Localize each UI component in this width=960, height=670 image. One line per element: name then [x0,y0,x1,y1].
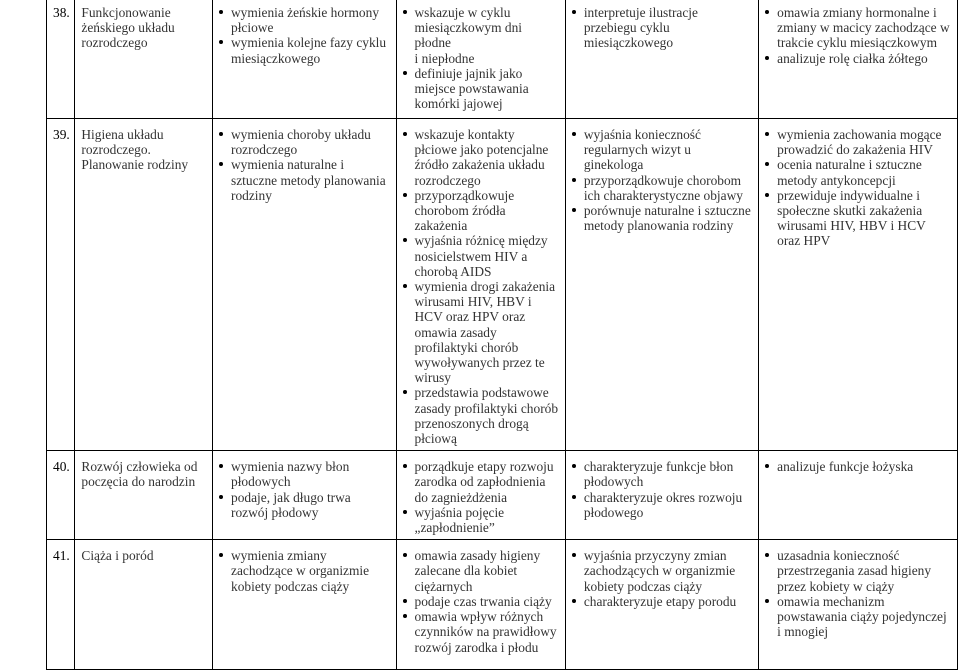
requirement-item: wymienia zachowania mogące prowadzić do zakażenia HIV [765,127,951,157]
requirement-item: analizuje funkcje łożyska [765,459,951,474]
requirement-item: analizuje rolę ciałka żółtego [765,51,951,66]
requirements-list [572,459,752,520]
lesson-topic [75,451,213,540]
requirement-item: interpretuje ilustracje przebiegu cyklu miesiączkowego [572,5,752,51]
requirement-item: porównuje naturalne i sztuczne metody planowania rodziny [572,203,752,233]
requirement-item: wyjaśnia konieczność regularnych wizyt u ginekologa [572,127,752,173]
requirements-cell-k1 [213,451,397,540]
table-row [47,451,958,540]
requirements-cell-k3 [565,119,758,451]
requirement-item: uzasadnia konieczność przestrzegania zasad higieny przez kobiety w ciąży [765,548,951,594]
requirements-cell-k4 [759,451,958,540]
requirement-item: przyporządkowuje chorobom źródła zakażenia [403,188,559,234]
requirement-item: omawia zasady higieny zalecane dla kobiet ciężarnych [403,548,559,594]
requirement-item: wskazuje w cyklu miesiączkowym dni płodne [403,5,559,51]
requirements-list [219,459,390,520]
requirement-item: charakteryzuje funkcje błon płodowych [572,459,752,489]
requirement-item: wymienia żeńskie hormony płciowe [219,5,390,35]
topic-line: Rozwój człowieka od poczęcia do narodzin [81,459,198,490]
requirements-cell-k2 [396,0,565,119]
requirement-item: omawia zmiany hormonalne i zmiany w macicy zachodzące w trakcie cyklu miesiączkowym [765,5,951,51]
lesson-number: 38. [47,0,75,119]
requirements-cell-k3 [565,0,758,119]
table-row [47,0,958,119]
lesson-topic [75,0,213,119]
requirements-cell-k4 [759,540,958,670]
requirement-item: przyporządkowuje chorobom ich charakterystyczne objawy [572,173,752,203]
topic-line: żeńskiego układu [81,20,175,36]
requirements-list [572,127,752,233]
requirements-cell-k2 [396,119,565,451]
table-row [47,540,958,670]
topic-line: rozrodczego. [81,142,151,158]
requirements-list [403,5,559,111]
requirements-cell-k1 [213,0,397,119]
lesson-number: 41. [47,540,75,670]
requirements-cell-k4 [759,0,958,119]
lesson-number: 40. [47,451,75,540]
requirement-item: wymienia kolejne fazy cyklu miesiączkowego [219,35,390,65]
requirements-list [219,127,390,203]
lesson-topic [75,119,213,451]
topic-line: Funkcjonowanie [81,5,171,20]
topic-line: Planowanie rodziny [81,157,189,173]
requirement-item: przedstawia podstawowe zasady profilaktyki chorób przenoszonych drogą płciową [403,385,559,446]
requirements-cell-k2 [396,540,565,670]
topic-line: Higiena układu [81,127,164,142]
requirement-item: wymienia choroby układu rozrodczego [219,127,390,157]
requirements-cell-k3 [565,540,758,670]
topic-line: Ciąża i poród [81,548,154,564]
lesson-number: 39. [47,119,75,451]
requirement-item: wyjaśnia przyczyny zmian zachodzących w organizmie kobiety podczas ciąży [572,548,752,594]
lesson-topic [75,540,213,670]
requirement-item: charakteryzuje okres rozwoju płodowego [572,490,752,520]
requirement-item: wskazuje kontakty płciowe jako potencjalne źródło zakażenia układu rozrodczego [403,127,559,188]
requirements-cell-k1 [213,119,397,451]
topic-line: rozrodczego [81,35,148,51]
requirements-cell-k3 [565,451,758,540]
requirements-list [403,548,559,654]
requirements-list [219,5,390,66]
requirement-item: i niepłodne [414,50,475,66]
table-row [47,119,958,451]
requirements-cell-k4 [759,119,958,451]
requirements-list [572,548,752,609]
requirements-list [765,5,951,66]
requirements-list [765,127,951,249]
table-body [47,0,958,670]
requirements-list [219,548,390,594]
requirement-item: wymienia drogi zakażenia wirusami HIV, HBV i HCV oraz HPV oraz omawia zasady profilaktyki chorób wywoływanych przez te wirusy [403,279,559,385]
requirements-list [572,5,752,51]
requirement-item: podaje, jak długo trwa rozwój płodowy [219,490,390,520]
requirements-list [765,548,951,639]
requirements-list [765,459,951,474]
requirement-item: wyjaśnia różnicę między nosicielstwem HIV a chorobą AIDS [403,233,559,279]
requirement-item: wymienia naturalne i sztuczne metody planowania rodziny [219,157,390,203]
requirements-table [46,0,958,670]
requirements-list [403,127,559,446]
requirement-item: przewiduje indywidualne i społeczne skutki zakażenia wirusami HIV, HBV i HCV oraz HPV [765,188,951,249]
requirement-item: wymienia zmiany zachodzące w organizmie kobiety podczas ciąży [219,548,390,594]
requirement-item: omawia mechanizm powstawania ciąży pojedynczej i mnogiej [765,594,951,640]
requirement-item: porządkuje etapy rozwoju zarodka od zapłodnienia do zagnieżdżenia [403,459,559,505]
requirement-item: ocenia naturalne i sztuczne metody antykoncepcji [765,157,951,187]
requirements-cell-k1 [213,540,397,670]
requirement-item: omawia wpływ różnych czynników na prawidłowy rozwój zarodka i płodu [403,609,559,655]
requirement-item: podaje czas trwania ciąży [403,594,559,609]
requirements-cell-k2 [396,451,565,540]
requirements-list [403,459,559,535]
requirement-item: wyjaśnia pojęcie „zapłodnienie” [403,505,559,535]
requirement-item: wymienia nazwy błon płodowych [219,459,390,489]
requirement-item: charakteryzuje etapy porodu [572,594,752,609]
requirement-item: definiuje jajnik jako miejsce powstawania komórki jajowej [403,66,559,112]
